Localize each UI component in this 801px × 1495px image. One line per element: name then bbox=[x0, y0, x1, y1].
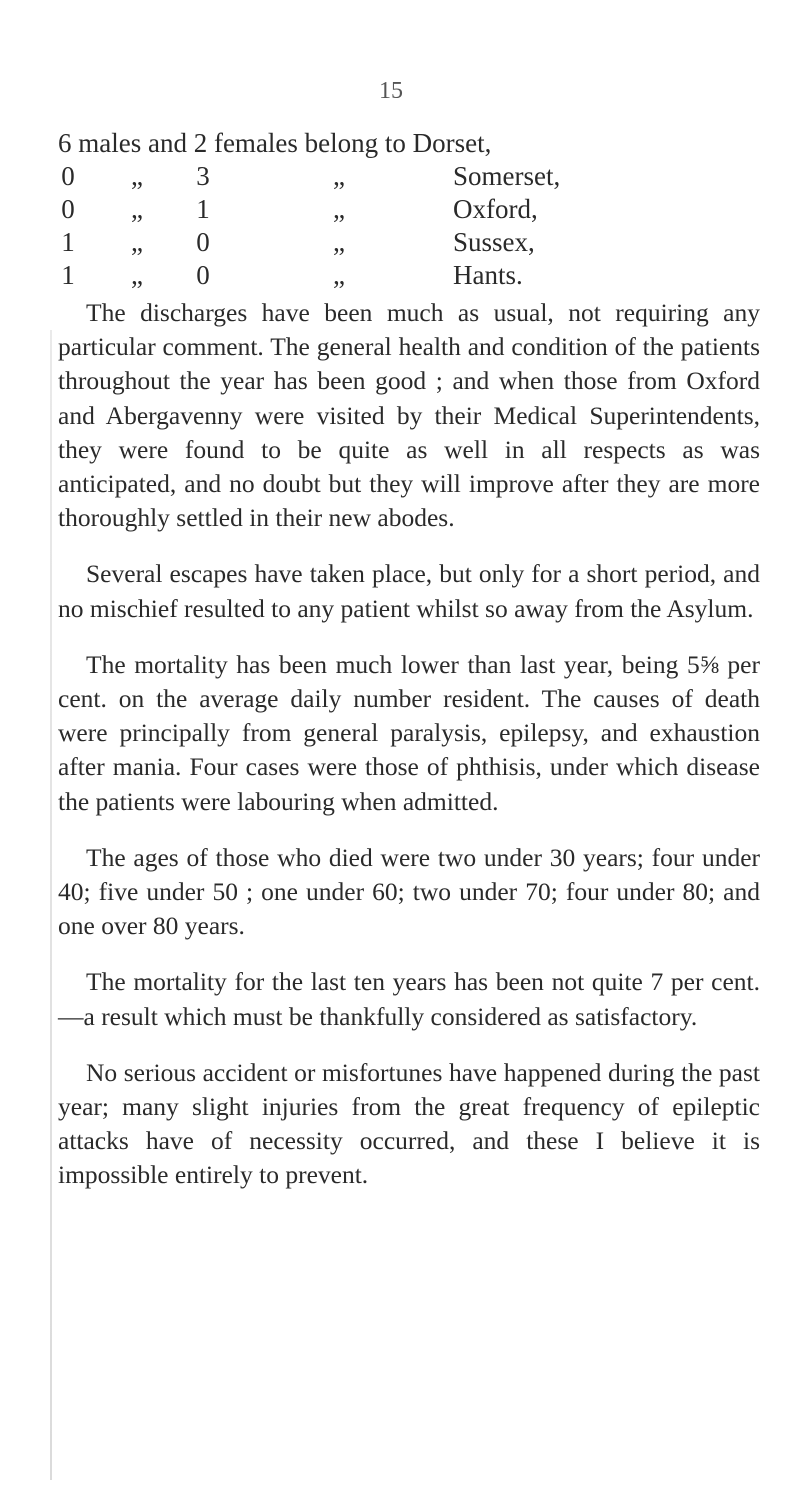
males-count: 0 bbox=[61, 194, 75, 224]
males-count: 1 bbox=[61, 260, 75, 290]
paragraph-ages: The ages of those who died were two under 30 years; four under 40; five under 50 ; one under 60; two under 70; four under 80; and one over 80 years. bbox=[58, 842, 760, 941]
county-name: Oxford, bbox=[453, 194, 538, 224]
table-row bbox=[58, 227, 758, 260]
paragraph-mortality: The mortality has been much lower than last year, being 5⅝ per cent. on the average daily number resident. The causes of death were principally from general paralysis, epilepsy, and exhaustion after mania. Four cases were those of phthisis, under which disease the patients were labouring when admitted. bbox=[58, 649, 760, 816]
females-count: 3 bbox=[196, 161, 210, 191]
ditto-mark: „ bbox=[131, 227, 143, 257]
females-count: 1 bbox=[196, 194, 210, 224]
page-margin-shadow bbox=[50, 330, 52, 1480]
paragraph-discharges: The discharges have been much as usual, not requiring any particular comment. The general health and condition of the patients throughout the year has been good ; and when those from Oxford and Abergavenny were visited by their Medical Superintendents, they were found to be quite as well in all respects as was anticipated, and no doubt but they will improve after they are more thoroughly settled in their new abodes. bbox=[58, 298, 760, 533]
paragraph-accidents: No serious accident or misfortunes have happened during the past year; many slight injuries from the great frequency of epileptic attacks have of necessity occurred, and these I believe it is impossible entirely to prevent. bbox=[58, 1057, 760, 1190]
ditto-mark: „ bbox=[333, 161, 345, 191]
ditto-mark: „ bbox=[333, 227, 345, 257]
paragraph-escapes: Several escapes have taken place, but only for a short period, and no mischief resulted to any patient whilst so away from the Asylum. bbox=[58, 559, 760, 623]
county-name: Hants. bbox=[453, 260, 523, 290]
county-table bbox=[58, 128, 758, 293]
ditto-mark: „ bbox=[131, 161, 143, 191]
table-row bbox=[58, 161, 758, 194]
report-body bbox=[58, 296, 760, 1193]
males-count: 1 bbox=[61, 227, 75, 257]
page-number: 15 bbox=[379, 78, 403, 104]
ditto-mark: „ bbox=[131, 260, 143, 290]
females-count: 0 bbox=[196, 260, 210, 290]
males-count: 0 bbox=[61, 161, 75, 191]
females-count: 0 bbox=[196, 227, 210, 257]
county-name: Sussex, bbox=[453, 227, 535, 257]
table-first-line: 6 males and 2 females belong to Dorset, bbox=[58, 128, 492, 158]
ditto-mark: „ bbox=[131, 194, 143, 224]
table-row bbox=[58, 194, 758, 227]
table-row bbox=[58, 260, 758, 293]
paragraph-ten-year-mortality: The mortality for the last ten years has been not quite 7 per cent.—a result which must be thankfully considered as satisfactory. bbox=[58, 967, 760, 1031]
ditto-mark: „ bbox=[333, 260, 345, 290]
ditto-mark: „ bbox=[333, 194, 345, 224]
county-name: Somerset, bbox=[453, 161, 561, 191]
table-header-line bbox=[58, 128, 758, 161]
